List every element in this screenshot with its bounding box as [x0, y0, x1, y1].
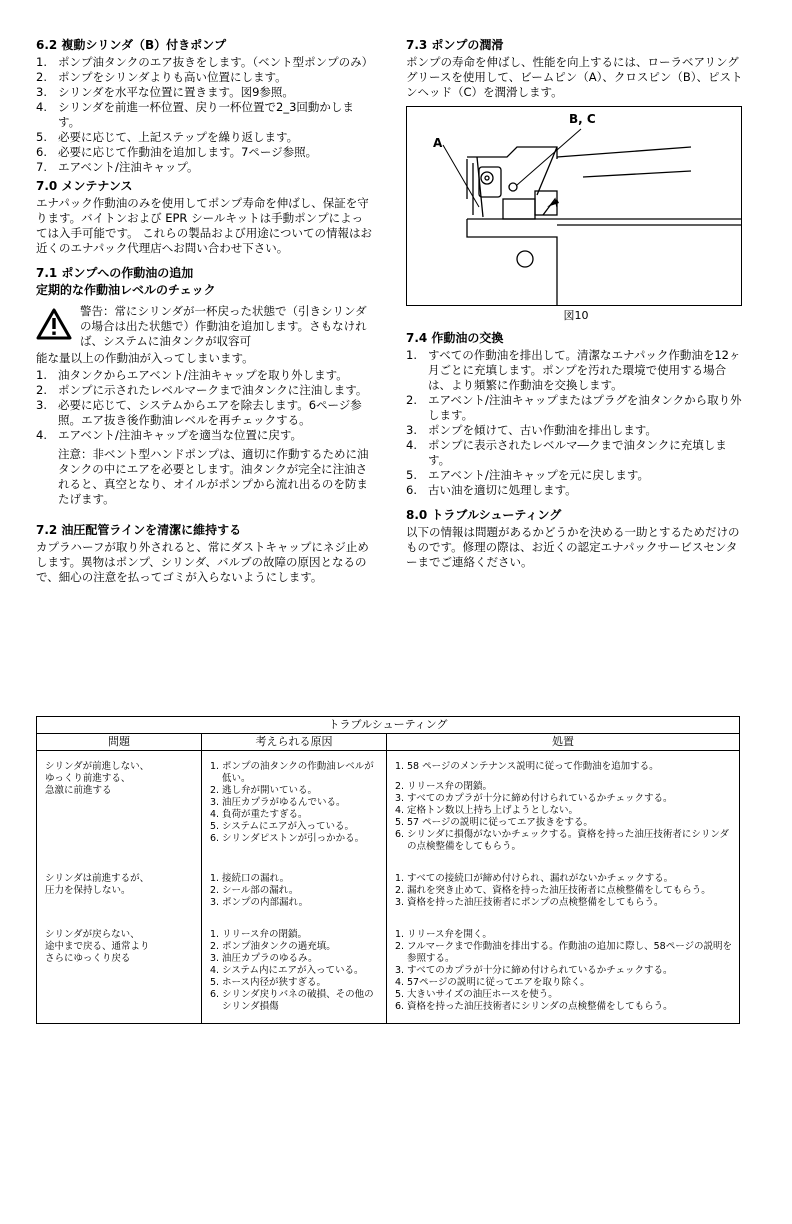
item-number: 4. — [210, 965, 220, 976]
section-7-1-title: 7.1 ポンプへの作動油の追加 — [36, 266, 194, 280]
action-cell — [387, 751, 740, 864]
item-text: リリース弁を開く。 — [407, 929, 492, 940]
list-item — [36, 398, 372, 428]
list-item — [406, 393, 746, 423]
list-item — [210, 929, 380, 941]
figure-caption: 図10 — [563, 309, 589, 322]
problem-line: 急激に前進する — [45, 785, 112, 796]
list-item — [36, 130, 372, 145]
section-8-0-text: 以下の情報は問題があるかどうかを決める一助とするためだけのものです。修理の際は、お近くの認定エナパックサービスセンターまでご連絡ください。 — [406, 525, 740, 569]
warning-block — [36, 304, 372, 349]
list-item — [210, 897, 380, 909]
section-7-1-subtitle: 定期的な作動油レベルのチェック — [36, 283, 216, 297]
item-text: ホース内径が狭すぎる。 — [222, 977, 327, 988]
action-cell — [387, 863, 740, 919]
item-text: すべての作動油を排出して。清潔なエナパック作動油を12ヶ月ごとに充填します。ポンプを汚れた環境で使用する場合は、より頻繁に作動油を交換します。 — [428, 348, 741, 392]
cause-cell — [202, 919, 387, 1024]
figure-label-a: A — [433, 136, 443, 150]
problem-line: ゆっくり前進する、 — [45, 773, 131, 784]
list-item — [406, 483, 746, 498]
item-text: 大きいサイズの油圧ホースを使う。 — [407, 989, 558, 1000]
item-text: リリース弁の閉鎖。 — [222, 929, 308, 940]
list-item — [395, 965, 733, 977]
problem-line: シリンダは前進するが、 — [45, 873, 150, 884]
problem-line: 途中まで戻る、通常より — [45, 941, 150, 952]
section-7-4-list — [406, 348, 746, 498]
problem-line: シリンダが前進しない、 — [45, 761, 150, 772]
list-item — [36, 428, 372, 443]
section-7-2-text: カプラハーフが取り外されると、常にダストキャップにネジ止めします。異物はポンプ、シリンダ、バルブの故障の原因となるので、細心の注意を払ってゴミが入らないようにします。 — [36, 540, 369, 584]
item-number: 2. — [36, 70, 47, 84]
troubleshooting-table — [36, 716, 740, 1024]
item-text: 接続口の漏れ。 — [222, 873, 290, 884]
item-text: 油タンクからエアベント/注油キャップを取り外します。 — [58, 368, 348, 382]
list-item — [210, 833, 380, 845]
problem-cell — [37, 919, 202, 1024]
figure-10 — [406, 106, 742, 306]
item-number: 4. — [395, 977, 405, 988]
list-item — [395, 885, 733, 897]
item-text: エアベント/注油キャップ。 — [58, 160, 199, 174]
item-number: 3. — [395, 793, 405, 804]
item-text: ポンプの内部漏れ。 — [222, 897, 309, 908]
item-text: 逃し弁が開いている。 — [222, 785, 318, 796]
list-item — [395, 989, 733, 1001]
item-text: 油圧カプラがゆるんでいる。 — [222, 797, 346, 808]
table-header-action: 処置 — [387, 734, 740, 751]
item-number: 1. — [395, 873, 405, 884]
table-header-problem: 問題 — [37, 734, 202, 751]
list-item — [210, 885, 380, 897]
item-number: 6. — [406, 483, 417, 497]
item-number: 3. — [210, 897, 220, 908]
section-7-3-title: 7.3 ポンプの潤滑 — [406, 38, 504, 52]
list-item — [395, 781, 733, 793]
item-text: システム内にエアが入っている。 — [222, 965, 364, 976]
list-item — [395, 941, 733, 965]
item-number: 5. — [210, 821, 220, 832]
item-number: 5. — [210, 977, 220, 988]
item-number: 4. — [36, 100, 47, 114]
item-text: シリンダを前進一杯位置、戻り一杯位置で2_3回動かします。 — [58, 100, 354, 129]
list-item — [36, 85, 372, 100]
item-text: フルマークまで作動油を排出する。作動油の追加に際し、58ページの説明を参照する。 — [407, 941, 733, 964]
list-item — [406, 468, 746, 483]
item-number: 3. — [36, 85, 47, 99]
section-7-4-title: 7.4 作動油の交換 — [406, 331, 504, 345]
item-text: 定格トン数以上持ち上げようとしない。 — [407, 805, 579, 816]
problem-cell — [37, 863, 202, 919]
cause-cell — [202, 751, 387, 864]
item-number: 3. — [210, 797, 220, 808]
section-7-1-note: 注意：非ベント型ハンドポンプは、適切に作動するために油タンクの中にエアを必要とします。油タンクが完全に注油されると、真空となり、オイルがポンプから流れ出るのを防またげます。 — [58, 447, 369, 506]
section-8-0-title: 8.0 トラブルシューティング — [406, 508, 562, 522]
list-item — [36, 160, 372, 175]
list-item — [406, 423, 746, 438]
item-number: 1. — [36, 55, 47, 69]
item-text: シリンダピストンが引っかかる。 — [222, 833, 365, 844]
pump-lubrication-diagram — [407, 107, 741, 305]
section-7-2-title: 7.2 油圧配管ラインを清潔に維持する — [36, 523, 242, 537]
item-number: 6. — [395, 829, 405, 840]
list-item — [395, 897, 733, 909]
table-row — [37, 751, 740, 864]
item-number: 5. — [395, 989, 405, 1000]
item-number: 5. — [395, 817, 405, 828]
item-number: 2. — [395, 941, 405, 952]
item-number: 6. — [36, 145, 47, 159]
figure-label-bc: B, C — [569, 112, 596, 126]
item-number: 3. — [395, 897, 405, 908]
item-number: 6. — [210, 989, 220, 1000]
item-number: 3. — [210, 953, 220, 964]
item-text: すべてのカプラが十分に締め付けられているかチェックする。 — [407, 965, 673, 976]
item-text: シリンダ戻りバネの破損、その他のシリンダ損傷 — [222, 989, 374, 1012]
item-text: ポンプの油タンクの作動油レベルが低い。 — [222, 761, 374, 784]
list-item — [395, 817, 733, 829]
section-7-0-title: 7.0 メンテナンス — [36, 179, 133, 193]
item-text: 必要に応じて、システムからエアを除去します。6ページ参照。エア抜き後作動油レベルを再チェックする。 — [58, 398, 362, 427]
list-item — [210, 809, 380, 821]
item-number: 4. — [395, 805, 405, 816]
item-text: ポンプに表示されたレベルマ―クまで油タンクに充填します。 — [428, 438, 727, 467]
item-number: 2. — [395, 781, 405, 792]
left-column — [36, 38, 372, 585]
list-item — [406, 438, 746, 468]
item-number: 1. — [210, 761, 220, 772]
item-text: 資格を持った油圧技術者にシリンダの点検整備をしてもらう。 — [407, 1001, 673, 1012]
item-number: 5. — [36, 130, 47, 144]
list-item — [210, 953, 380, 965]
list-item — [395, 873, 733, 885]
list-item — [210, 821, 380, 833]
list-item — [210, 873, 380, 885]
list-item — [395, 829, 733, 853]
item-number: 4. — [36, 428, 47, 442]
item-number: 2. — [210, 885, 220, 896]
list-item — [395, 793, 733, 805]
table-title: トラブルシューティング — [37, 717, 740, 734]
item-number: 1. — [395, 761, 405, 772]
item-number: 3. — [395, 965, 405, 976]
item-text: リリース弁の閉鎖。 — [407, 781, 493, 792]
item-text: システムにエアが入っている。 — [222, 821, 355, 832]
item-number: 1. — [395, 929, 405, 940]
table-row — [37, 863, 740, 919]
item-text: ポンプ油タンクの過充填。 — [222, 941, 336, 952]
problem-cell — [37, 751, 202, 864]
item-text: エアベント/注油キャップまたはプラグを油タンクから取り外します。 — [428, 393, 742, 422]
problem-line: 圧力を保持しない。 — [45, 885, 131, 896]
list-item — [36, 70, 372, 85]
list-item — [395, 805, 733, 817]
item-text: 油圧カプラのゆるみ。 — [222, 953, 318, 964]
item-number: 2. — [395, 885, 405, 896]
item-text: 負荷が重たすぎる。 — [222, 809, 308, 820]
action-cell — [387, 919, 740, 1024]
list-item — [36, 383, 372, 398]
section-6-2-title: 6.2 複動シリンダ（B）付きポンプ — [36, 38, 227, 52]
table-row — [37, 919, 740, 1024]
item-text: すべてのカプラが十分に締め付けられているかチェックする。 — [407, 793, 673, 804]
item-number: 1. — [210, 873, 220, 884]
list-item — [210, 797, 380, 809]
item-text: 57ページの説明に従ってエアを取り除く。 — [407, 977, 590, 988]
list-item — [406, 348, 746, 393]
list-item — [395, 929, 733, 941]
list-item — [210, 941, 380, 953]
item-text: 必要に応じて作動油を追加します。7ページ参照。 — [58, 145, 318, 159]
item-text: エアベント/注油キャップを元に戻します。 — [428, 468, 649, 482]
item-number: 2. — [210, 785, 220, 796]
item-text: 58 ページのメンテナンス説明に従って作動油を追加する。 — [407, 761, 659, 772]
list-item — [395, 1001, 733, 1013]
list-item — [210, 761, 380, 785]
item-text: シリンダに損傷がないかチェックする。資格を持った油圧技術者にシリンダの点検整備をしてもらう。 — [407, 829, 729, 852]
item-text: 漏れを突き止めて、資格を持った油圧技術者に点検整備をしてもらう。 — [407, 885, 711, 896]
item-number: 1. — [406, 348, 417, 362]
list-item — [210, 785, 380, 797]
item-text: 古い油を適切に処理します。 — [428, 483, 577, 497]
list-item — [210, 965, 380, 977]
item-text: ポンプ油タンクのエア抜きをします。（ベント型ポンプのみ） — [58, 55, 374, 69]
section-7-0-text: エナパック作動油のみを使用してポンプ寿命を伸ばし、保証を守ります。バイトンおよび EPR シールキットは手動ポンプによっては入手可能です。 これらの製品および用途についての情報はお近くのエナパック代理店へお問い合わせ下さい。 — [36, 196, 373, 255]
table-header-cause: 考えられる原因 — [202, 734, 387, 751]
problem-line: さらにゆっくり戻る — [45, 953, 131, 964]
item-number: 1. — [36, 368, 47, 382]
item-number: 1. — [210, 929, 220, 940]
item-number: 7. — [36, 160, 47, 174]
item-number: 4. — [210, 809, 220, 820]
item-text: シール部の漏れ。 — [222, 885, 299, 896]
list-item — [36, 368, 372, 383]
item-number: 3. — [406, 423, 417, 437]
section-6-2-list — [36, 55, 372, 175]
section-7-3-text: ポンプの寿命を伸ばし、性能を向上するには、ローラベアリンググリースを使用して、ビームピン（A）、クロスピン（B）、ピストンヘッド（C）を潤滑します。 — [406, 55, 743, 99]
list-item — [395, 977, 733, 989]
item-number: 4. — [406, 438, 417, 452]
item-text: エアベント/注油キャップを適当な位置に戻す。 — [58, 428, 302, 442]
item-text: 必要に応じて、上記ステップを繰り返します。 — [58, 130, 299, 144]
item-text: ポンプに示されたレベルマークまで油タンクに注油します。 — [58, 383, 368, 397]
item-number: 6. — [395, 1001, 405, 1012]
section-7-1-list — [36, 368, 372, 443]
list-item — [210, 977, 380, 989]
item-number: 5. — [406, 468, 417, 482]
warning-text: 警告：常にシリンダが一杯戻った状態で（引きシリンダの場合は出た状態で）作動油を追加します。さもなければ、システムに油タンクが収容可 — [80, 304, 367, 348]
warning-tail: 能な量以上の作動油が入ってしまいます。 — [36, 351, 254, 365]
list-item — [36, 100, 372, 130]
cause-cell — [202, 863, 387, 919]
list-item — [36, 55, 372, 70]
warning-icon — [36, 308, 72, 340]
list-item — [36, 145, 372, 160]
item-number: 6. — [210, 833, 220, 844]
item-text: シリンダを水平な位置に置きます。図9参照。 — [58, 85, 294, 99]
item-number: 2. — [210, 941, 220, 952]
item-text: 資格を持った油圧技術者にポンプの点検整備をしてもらう。 — [407, 897, 664, 908]
right-column — [406, 38, 746, 570]
item-text: ポンプをシリンダよりも高い位置にします。 — [58, 70, 287, 84]
list-item — [395, 761, 733, 773]
item-text: 57 ページの説明に従ってエア抜きをする。 — [407, 817, 593, 828]
problem-line: シリンダが戻らない、 — [45, 929, 140, 940]
item-text: すべての接続口が締め付けられ、漏れがないかチェックする。 — [407, 873, 674, 884]
item-number: 2. — [36, 383, 47, 397]
list-item — [210, 989, 380, 1013]
item-text: ポンプを傾けて、古い作動油を排出します。 — [428, 423, 657, 437]
item-number: 2. — [406, 393, 417, 407]
item-number: 3. — [36, 398, 47, 412]
